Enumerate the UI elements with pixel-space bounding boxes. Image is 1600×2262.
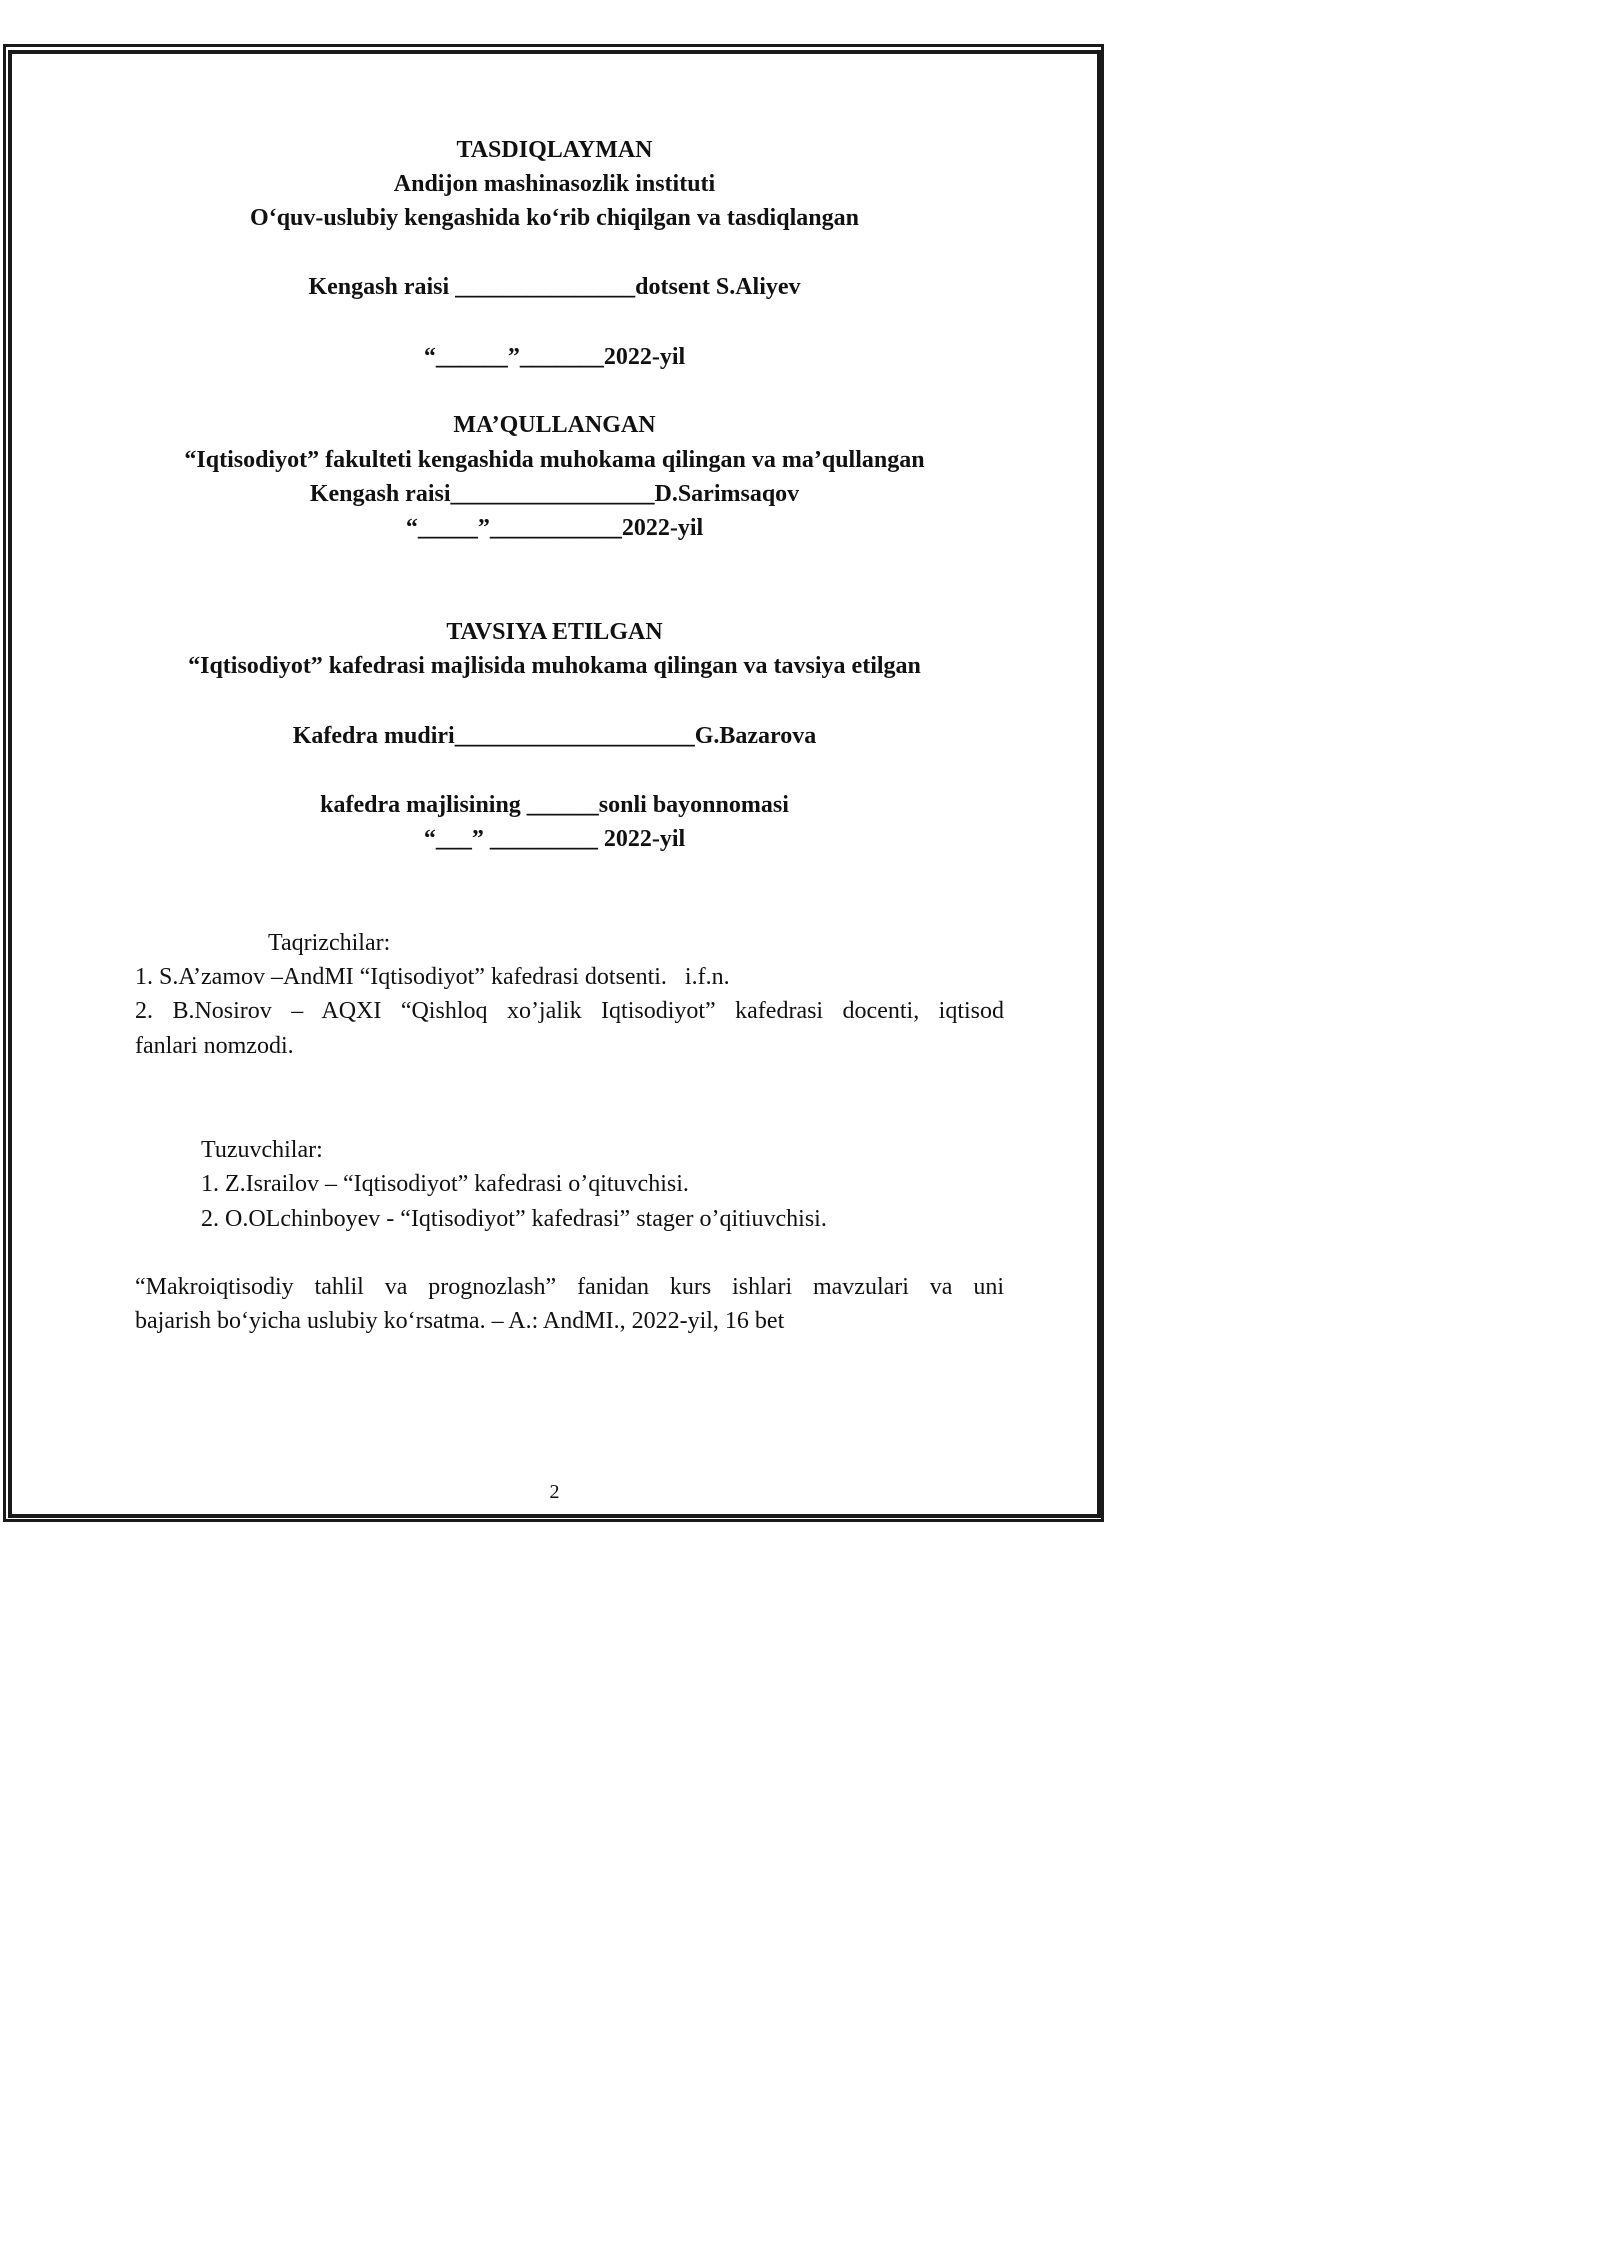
agreed-heading: MA’QULLANGAN [453,412,656,438]
reviewer-item-2: 2. B.Nosirov – AQXI “Qishloq xo’jalik Iqtisodiyot” kafedrasi docenti, iqtisod [135,998,1004,1024]
department-head-signature-line: Kafedra mudiri____________________G.Bazarova [292,723,817,749]
page-number: 2 [549,1481,560,1503]
reviewers-label: Taqrizchilar: [268,930,391,956]
recommended-heading: TAVSIYA ETILGAN [446,619,663,645]
reviewer-item-2-continued: fanlari nomzodi. [135,1033,294,1059]
authors-label: Tuzuvchilar: [201,1137,323,1163]
institute-name: Andijon mashinasozlik instituti [393,171,716,197]
council-statement: O‘quv-uslubiy kengashida ko‘rib chiqilgan va tasdiqlangan [250,205,859,231]
approval-heading: TASDIQLAYMAN [456,137,653,163]
document-page [0,0,1109,1562]
author-item-2: 2. O.OLchinboyev - “Iqtisodiyot” kafedrasi” stager o’qitiuvchisi. [201,1206,827,1232]
author-item-1: 1. Z.Israilov – “Iqtisodiyot” kafedrasi o’qituvchisi. [201,1171,689,1197]
agreed-date-line: “_____”___________2022-yil [405,515,704,541]
approval-date-line: “______”_______2022-yil [423,344,686,370]
citation-line-2: bajarish bo‘yicha uslubiy ko‘rsatma. – A.: AndMI., 2022-yil, 16 bet [135,1308,785,1334]
faculty-chair-signature-line: Kengash raisi_________________D.Sarimsaqov [309,481,800,507]
council-chair-signature-line: Kengash raisi _______________dotsent S.Aliyev [308,274,801,300]
citation-line-1: “Makroiqtisodiy tahlil va prognozlash” fanidan kurs ishlari mavzulari va uni [135,1274,1004,1300]
recommended-date-line: “___” _________ 2022-yil [423,826,686,852]
faculty-statement: “Iqtisodiyot” fakulteti kengashida muhokama qilingan va ma’qullangan [184,447,925,473]
reviewer-item-1: 1. S.A’zamov –AndMI “Iqtisodiyot” kafedrasi dotsenti. i.f.n. [135,964,730,990]
department-statement: “Iqtisodiyot” kafedrasi majlisida muhokama qilingan va tavsiya etilgan [188,653,921,679]
protocol-line: kafedra majlisining ______sonli bayonnomasi [320,792,789,818]
